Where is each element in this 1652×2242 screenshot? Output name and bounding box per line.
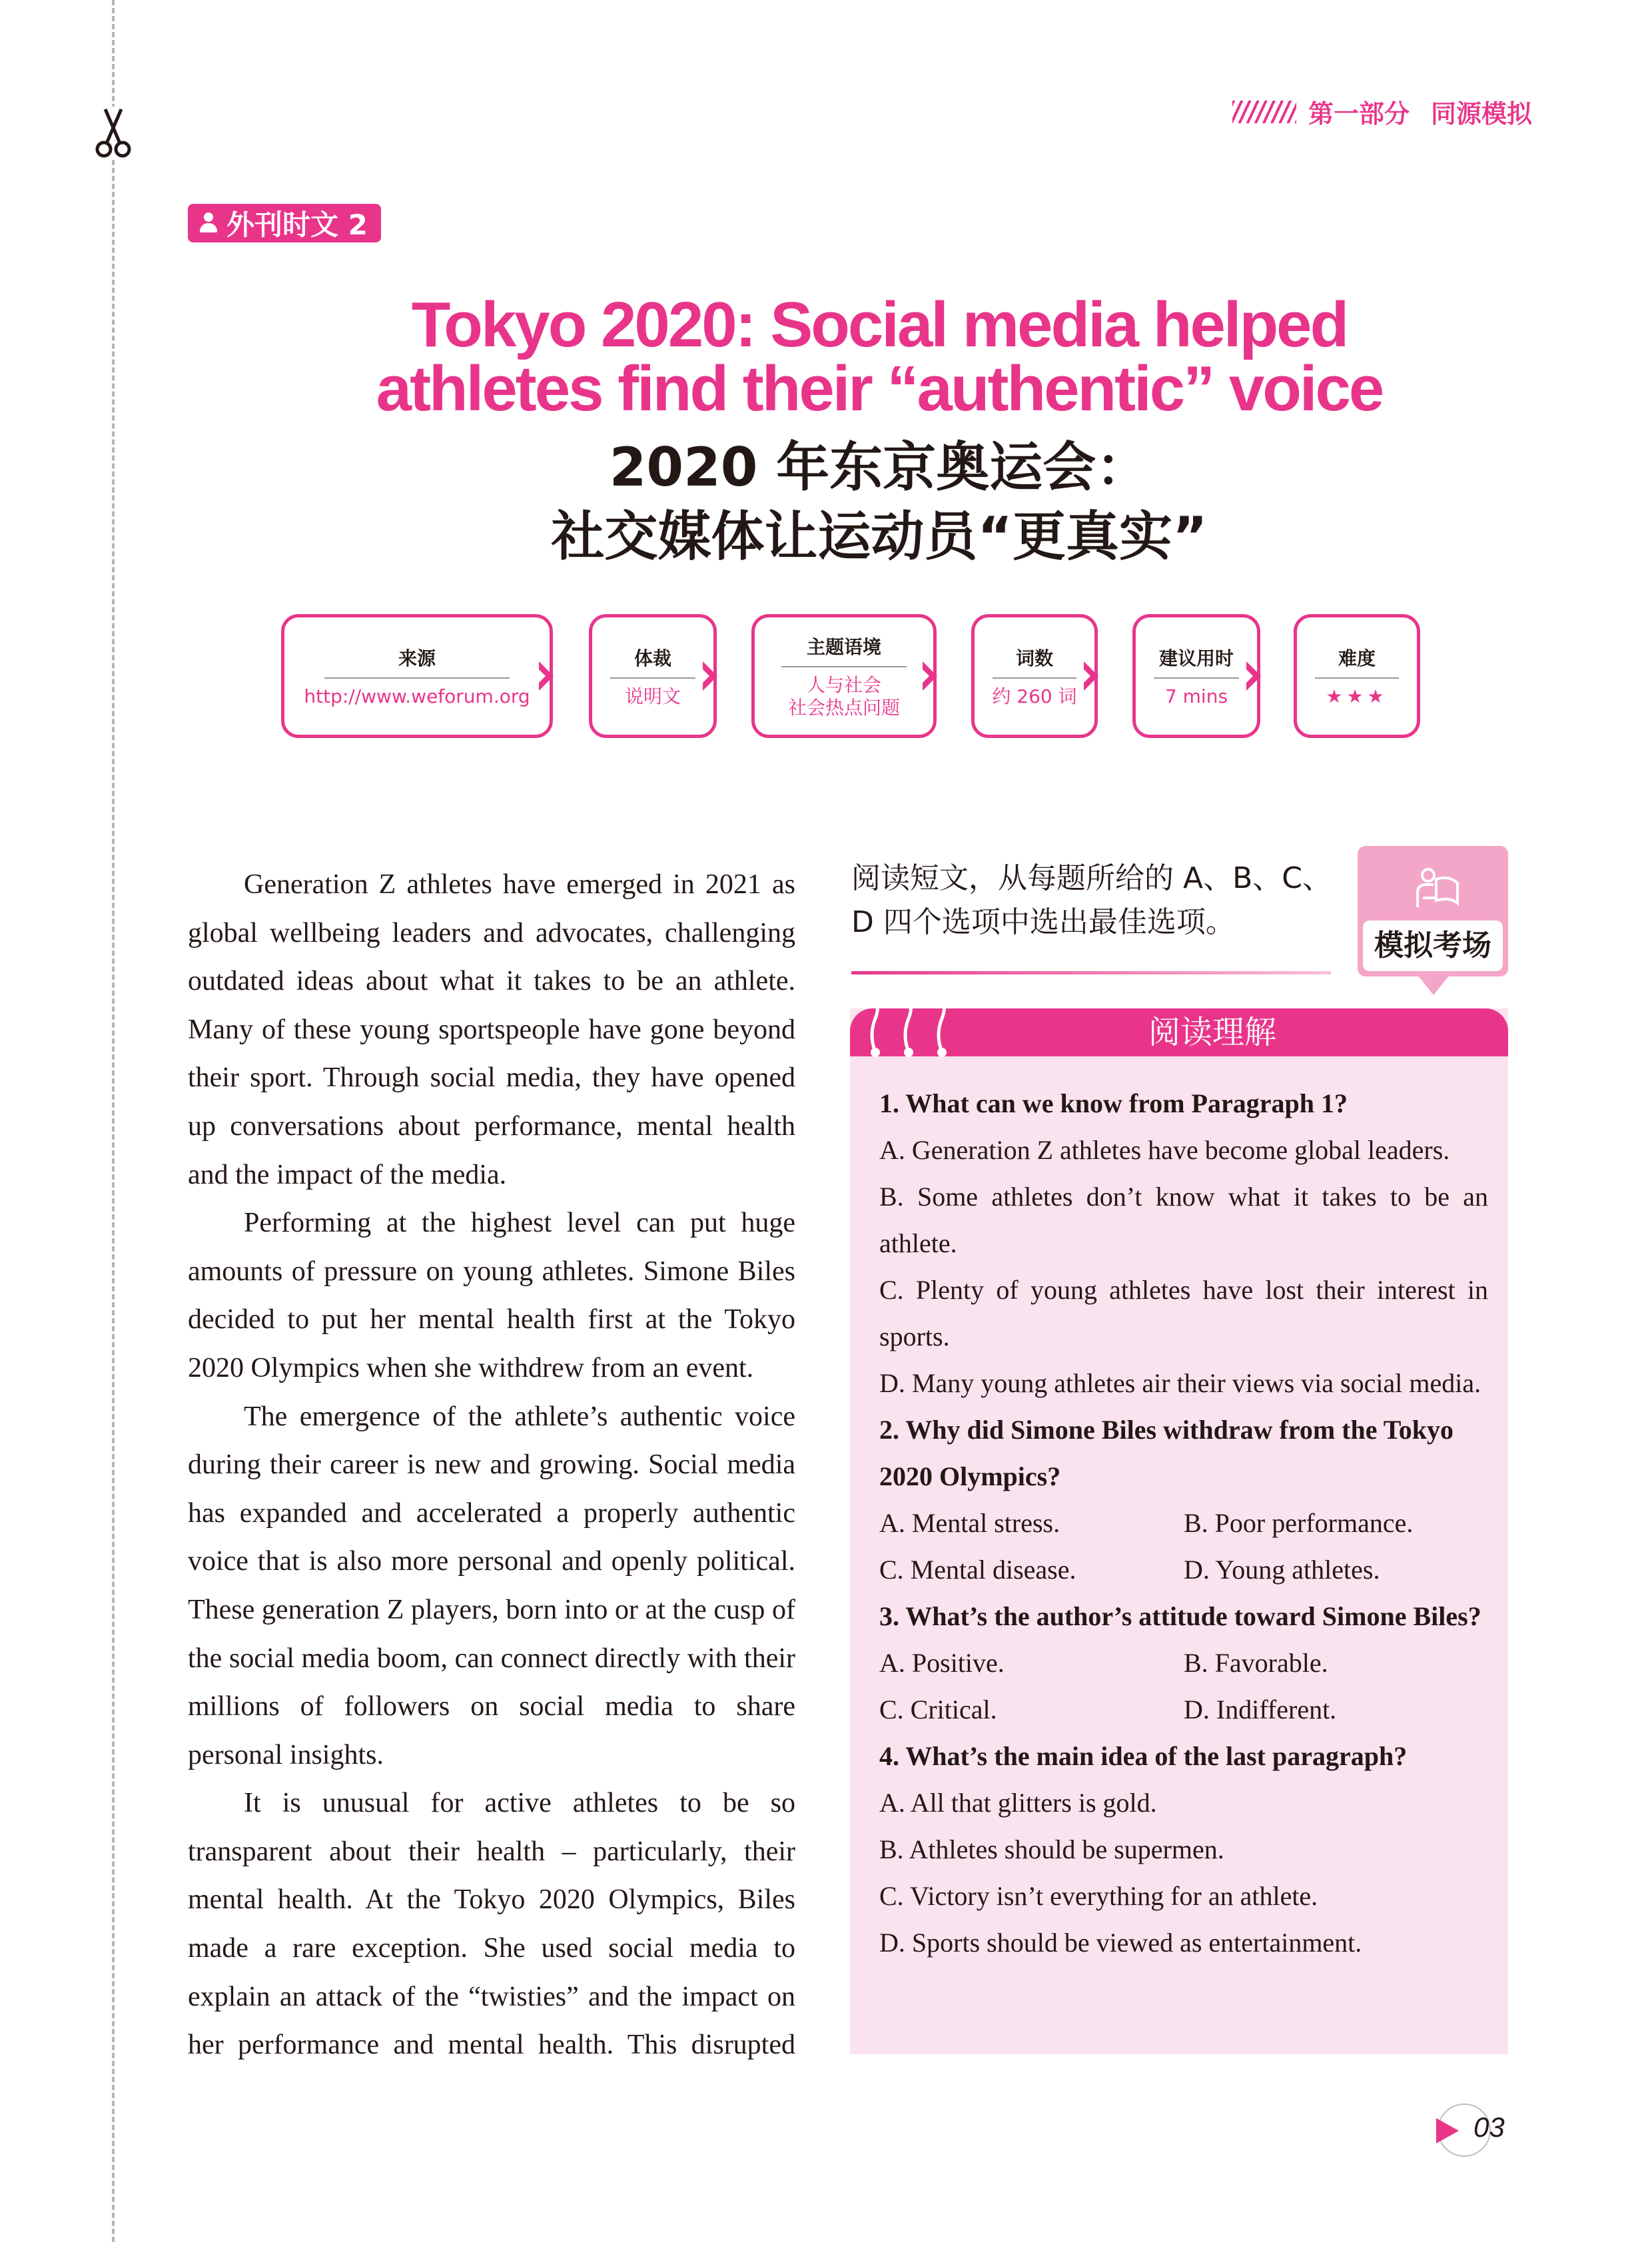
person-icon [199,212,218,234]
title-cn-line2: 社交媒体让运动员“更真实” [551,506,1208,567]
paragraph: Performing at the highest level can put huge amounts of pressure on young athletes. Simone Biles decided to put her mental health first at the Tokyo 2020 Olympics when she withdrew from an event. [188,1208,795,1383]
option-row [879,1547,1488,1593]
stripes-decoration [1232,101,1296,123]
question-1: 1. What can we know from Paragraph 1? [879,1088,1348,1118]
info-value: 说明文 [624,685,681,707]
divider [851,971,1331,974]
badge-notch [1418,975,1449,995]
option: D. Many young athletes air their views via social media. [879,1368,1481,1398]
option: B. Poor performance. [1184,1508,1414,1538]
info-value-line2: 社会热点问题 [787,697,900,719]
option: C. Critical. [879,1694,997,1724]
option: D. Sports should be viewed as entertainment. [879,1928,1362,1958]
info-label: 体裁 [610,644,695,679]
question-3: 3. What’s the author’s attitude toward Simone Biles? [879,1601,1481,1631]
instruction [851,857,1358,944]
quiz-panel [850,1008,1508,2054]
info-label: 主题语境 [781,633,907,667]
play-triangle-icon [1436,2118,1459,2143]
article-tag [188,204,381,242]
instruction-line2: D 四个选项中选出最佳选项。 [851,905,1235,939]
info-box-source [281,614,553,738]
option-row [879,1500,1488,1547]
title-cn-line1: 2020 年东京奥运会： [609,436,1150,498]
title-en-line2: athletes find their “authentic” voice [376,353,1383,424]
question-2: 2. Why did Simone Biles withdraw from the Tokyo 2020 Olympics? [879,1415,1454,1491]
info-box-difficulty [1294,614,1420,738]
option: B. Favorable. [1184,1648,1328,1678]
option: D. Young athletes. [1184,1555,1380,1585]
info-label: 来源 [324,644,510,679]
arrow-right-icon [1246,661,1273,691]
question-4: 4. What’s the main idea of the last paragraph? [879,1741,1408,1771]
info-value: 约 260 词 [992,685,1077,707]
option: B. Some athletes don’t know what it takes to be an athlete. [879,1182,1488,1258]
passage [188,861,795,2069]
info-value: http://www.weforum.org [304,685,530,707]
questions [879,1080,1488,1966]
scissors-icon [93,107,133,160]
arrow-right-icon [1084,661,1110,691]
info-label: 难度 [1315,644,1399,679]
info-label: 建议用时 [1154,644,1238,679]
info-label: 词数 [993,644,1076,679]
option: B. Athletes should be supermen. [879,1834,1224,1864]
info-value: 7 mins [1164,685,1228,707]
reading-person-icon [1411,866,1464,913]
quiz-title: 阅读理解 [1148,1014,1276,1051]
arrow-right-icon [539,661,566,691]
info-box-genre [589,614,717,738]
title-english [0,289,1652,424]
option: C. Plenty of young athletes have lost their interest in sports. [879,1275,1488,1351]
difficulty-stars: ★★★ [1326,685,1388,707]
paragraph: It is unusual for active athletes to be so transparent about their health – particularly, their mental health. At the Tokyo 2020 Olympics, Biles made a rare exception. She used social media to explain an attack of the “twisties” and the impact on her performance and mental health. This disrupted [188,1788,795,2061]
info-value-line1: 人与社会 [806,674,881,696]
title-chinese [0,433,1652,571]
arrow-right-icon [703,661,729,691]
option: A. Mental stress. [879,1508,1060,1538]
info-box-time [1132,614,1260,738]
option: C. Mental disease. [879,1555,1076,1585]
mock-exam-badge [1358,846,1508,976]
arrow-right-icon [923,661,949,691]
page-number-text: 03 [1473,2111,1505,2143]
paragraph: Generation Z athletes have emerged in 2021 as global wellbeing leaders and advocates, challenging outdated ideas about what it takes to be an athlete. Many of these young sportspeople have gone beyond their sport. Through social media, they have opened up conversations about performance, mental health and the impact of the media. [188,869,795,1190]
instruction-line1: 阅读短文，从每题所给的 A、B、C、 [851,861,1332,895]
info-box-theme [751,614,937,738]
option-row [879,1686,1488,1733]
paragraph: The emergence of the athlete’s authentic voice during their career is new and growing. Social media has expanded and accelerated a properly authentic voice that is also more personal and openly political. These generation Z players, born into or at the cusp of the social media boom, can connect directly with their millions of followers on social media to share personal insights. [188,1401,795,1770]
running-header [1232,93,1532,130]
hooks-icon [855,988,962,1062]
info-value [788,667,900,719]
option: A. Generation Z athletes have become global leaders. [879,1135,1450,1165]
page-number [1438,2103,1505,2157]
option: A. Positive. [879,1648,1005,1678]
option: C. Victory isn’t everything for an athlete. [879,1881,1318,1911]
header-section: 同源模拟 [1430,99,1532,129]
badge-label: 模拟考场 [1363,921,1503,971]
title-en-line1: Tokyo 2020: Social media helped [411,289,1348,360]
article-tag-label: 外刊时文 2 [226,208,368,241]
info-box-wordcount [971,614,1098,738]
option: A. All that glitters is gold. [879,1788,1157,1818]
option: D. Indifferent. [1184,1694,1337,1724]
option-row [879,1640,1488,1686]
header-part: 第一部分 [1308,99,1410,129]
